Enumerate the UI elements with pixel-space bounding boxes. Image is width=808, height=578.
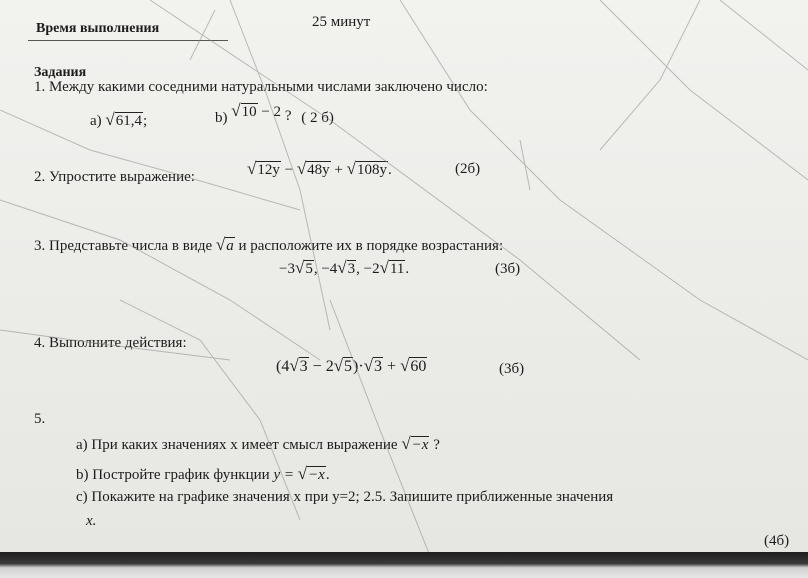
task4-e1: (4 xyxy=(276,358,290,375)
task5-b-text: b) Постройте график функции xyxy=(76,467,270,483)
task3-dot: . xyxy=(405,261,410,277)
task3-number: 3. xyxy=(34,238,46,254)
task4-number: 4. xyxy=(34,335,46,351)
task4-line xyxy=(34,336,187,351)
task5-a-rad: √−x xyxy=(401,434,429,453)
task4-expression xyxy=(276,357,427,375)
task2-rad1: √12y xyxy=(247,159,280,178)
task4-score: (3б) xyxy=(499,361,525,377)
task5-a xyxy=(76,435,440,453)
task1-a xyxy=(90,111,147,129)
task1-number: 1. xyxy=(34,79,46,95)
task2-score: (2б) xyxy=(455,161,481,177)
task2-line xyxy=(34,170,195,185)
task4-e3-rad: √3 xyxy=(363,356,383,375)
time-label: Время выполнения xyxy=(36,21,160,36)
task3-line xyxy=(34,236,503,254)
task3-n2: , −4 xyxy=(313,261,338,277)
tasks-title: Задания xyxy=(34,65,87,80)
task5-a-question: ? xyxy=(433,437,440,453)
header-underline xyxy=(28,40,228,41)
task2-op1: − xyxy=(280,162,297,178)
task2-text: Упростите выражение: xyxy=(49,169,195,185)
task1-score: ( 2 б) xyxy=(301,110,334,126)
task2-rad3: √108y xyxy=(346,159,387,178)
task1-a-label: a) xyxy=(90,113,102,129)
task1-b-question: ? xyxy=(284,108,292,124)
task5-b-y: y = xyxy=(273,467,298,483)
task5-a-text: а) При каких значениях x имеет смысл выражение xyxy=(76,437,398,453)
task4-e1-rad: √3 xyxy=(289,356,308,375)
task1-text: Между какими соседними натуральными числами заключено число: xyxy=(49,79,488,95)
task3-n2-rad: √3 xyxy=(337,258,356,277)
task3-text-after: и расположите их в порядке возрастания: xyxy=(238,238,504,254)
task1-line xyxy=(34,80,488,95)
task5-b xyxy=(76,465,330,483)
task2-rad2: √48y xyxy=(296,159,330,178)
task3-text-before: Представьте числа в виде xyxy=(49,238,213,254)
task4-e2-rad: √5 xyxy=(333,356,353,375)
task2-dot: . xyxy=(387,162,392,178)
task2-op2: + xyxy=(330,162,347,178)
task1-b-radical: √10 xyxy=(231,101,257,120)
task1-b-label: b) xyxy=(215,110,228,126)
task3-n1-rad: √5 xyxy=(294,258,313,277)
task5-score: (4б) xyxy=(764,533,790,549)
task4-e3: )· xyxy=(353,358,364,375)
task4-e4-rad: √60 xyxy=(400,356,427,375)
task5-b-dot: . xyxy=(325,467,330,483)
task2-number: 2. xyxy=(34,169,46,185)
task5-number: 5. xyxy=(34,411,46,427)
task2-expression xyxy=(247,160,392,178)
task4-e2: − 2 xyxy=(308,358,334,375)
time-value: 25 минут xyxy=(312,14,371,30)
bottom-dark-band xyxy=(0,552,808,578)
task3-n3-rad: √11 xyxy=(379,258,405,277)
task5-b-rad: √−x xyxy=(297,464,325,483)
task1-b-tail: − 2 xyxy=(257,104,282,120)
task5-c: c) Покажите на графике значения x при y=2; 2.5. Запишите приближенные значения xyxy=(76,489,614,505)
task1-b xyxy=(215,101,334,126)
task3-n3: , −2 xyxy=(356,261,380,277)
task1-a-sep: ; xyxy=(143,113,148,129)
task3-n1: −3 xyxy=(279,261,295,277)
task5-c-cont: x. xyxy=(86,513,97,529)
task4-text: Выполните действия: xyxy=(49,335,187,351)
task3-score: (3б) xyxy=(495,261,521,277)
task4-e4: + xyxy=(383,358,401,375)
task3-rad-a: √a xyxy=(215,235,234,254)
task3-numbers xyxy=(279,259,409,277)
task1-a-radical: √61,4 xyxy=(105,110,142,129)
